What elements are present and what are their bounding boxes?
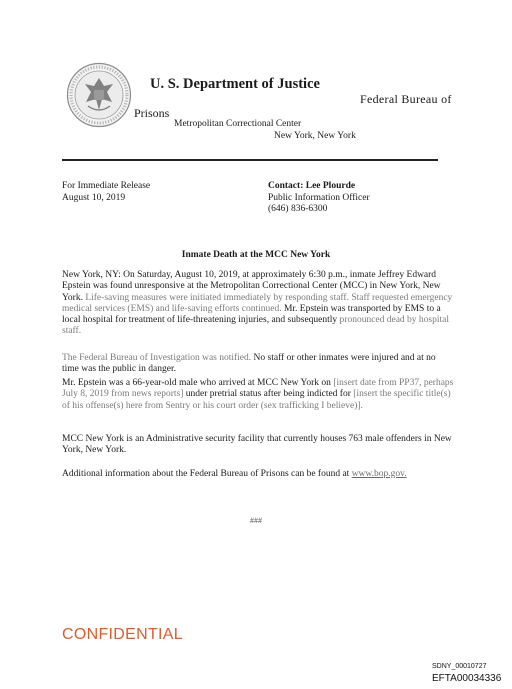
contact-phone: (646) 836-6300 — [268, 204, 328, 214]
contact-block — [268, 181, 370, 216]
release-label: For Immediate Release — [62, 181, 151, 191]
facility-name: Metropolitan Correctional Center — [174, 119, 302, 129]
bureau-line: Federal Bureau of — [360, 92, 452, 106]
p3-segment-b: [insert date from PP37, perhaps July 8, 2019 from news reports] — [62, 378, 454, 400]
bop-website-link[interactable]: www.bop.gov. — [351, 469, 407, 479]
press-headline: Inmate Death at the MCC New York — [181, 250, 331, 260]
p3-segment-c: under pretrial status after being indicted for — [183, 389, 354, 400]
body-paragraph-5 — [62, 469, 454, 480]
p1-segment-b: Life-saving measures were initiated immediately by responding staff. Staff requested emergency medical services (EMS) and life-saving efforts continued. — [62, 292, 453, 314]
bureau-continuation: Prisons — [134, 106, 170, 120]
department-title: U. S. Department of Justice — [150, 76, 320, 92]
p1-segment-a: New York, NY: On Saturday, August 10, 2019, at approximately 6:30 p.m., inmate Jeffrey Edward Epstein was found unresponsive at the Metropolitan Correctional Center (MCC) in New York, New York. — [62, 270, 441, 303]
release-block — [62, 181, 150, 204]
p3-segment-d: [insert the specific title(s) of his offense(s) here from Sentry or his court order (sex trafficking I believe)]. — [62, 389, 451, 411]
sdny-bates-number: SDNY_00010727 — [432, 663, 487, 670]
p1-segment-c: Mr. Epstein was transported by EMS to a local hospital for treatment of life-threatening injuries, and subsequently — [62, 303, 441, 326]
header-divider — [62, 159, 438, 161]
body-paragraph-2 — [62, 353, 454, 376]
p2-segment-b: No staff or other inmates were injured and at no time was the public in danger. — [62, 353, 436, 375]
facility-city: New York, New York — [274, 131, 356, 141]
p5-segment-a: Additional information about the Federal Bureau of Prisons can be found at — [62, 469, 352, 479]
p3-segment-a: Mr. Epstein was a 66-year-old male who arrived at MCC New York on — [62, 378, 334, 388]
end-mark: ### — [250, 516, 262, 525]
contact-name: Contact: Lee Plourde — [268, 181, 356, 191]
body-paragraph-3 — [62, 378, 454, 412]
doj-seal-icon — [66, 62, 132, 128]
contact-title: Public Information Officer — [268, 192, 370, 203]
body-paragraph-1 — [62, 270, 454, 338]
p2-segment-a: The Federal Bureau of Investigation was notified. — [62, 353, 252, 363]
confidential-stamp: CONFIDENTIAL — [62, 626, 183, 643]
body-paragraph-4: MCC New York is an Administrative security facility that currently houses 763 male offenders in New York, New York. — [62, 434, 452, 456]
release-date: August 10, 2019 — [62, 192, 126, 203]
efta-bates-number: EFTA00034336 — [432, 673, 502, 684]
p1-segment-d: pronounced dead by hospital staff. — [62, 315, 450, 337]
